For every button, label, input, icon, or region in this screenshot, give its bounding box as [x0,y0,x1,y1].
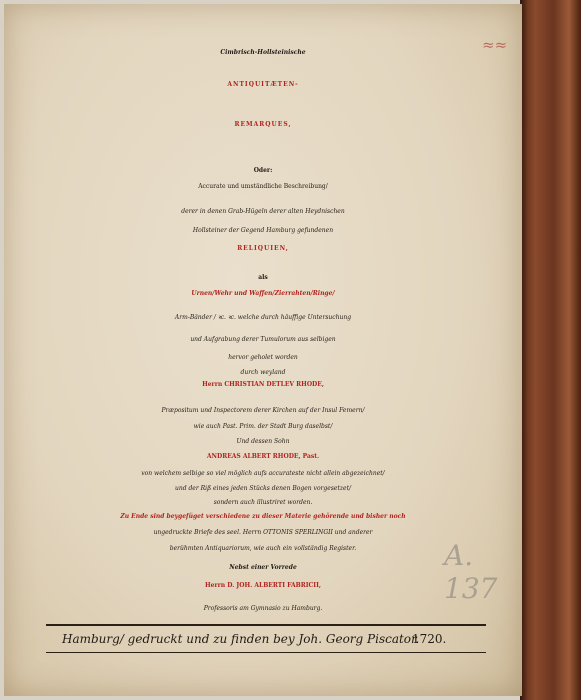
title-line-7: Hollsteiner der Gegend Hamburg gefundenen [192,227,334,234]
title-line-5: Accurate und umständliche Beschreibung/ [198,183,328,190]
title-line-13: hervor geholet worden [228,354,298,361]
title-line-8: RELIQUIEN, [237,245,289,252]
title-line-20: von welchem selbige so viel möglich aufs accurateste nicht allein abgezeichnet/ [141,470,385,477]
title-line-6: derer in denen Grab-Hügeln derer alten Heydnischen [181,208,345,215]
title-line-25: berühmten Antiquariorum, wie auch ein vollständig Register. [169,545,357,552]
title-line-21: und der Riß eines jeden Stücks denen Bogen vorgesetzet/ [174,485,352,492]
title-line-16: Præpositum und Inspectorem derer Kirchen auf der Insul Femern/ [161,407,365,414]
title-line-2: ANTIQUITÆTEN- [227,81,299,88]
title-line-19: ANDREAS ALBERT RHODE, Past. [206,453,320,460]
imprint-rule-top [46,624,486,626]
imprint-year: 1720. [412,632,447,646]
title-line-11: Arm-Bänder / ꝛc. ꝛc. welche durch häuffige Untersuchung [174,314,352,321]
title-line-23: Zu Ende sind beygefüget verschiedene zu dieser Materie gehörende und bisher noch [120,513,406,520]
title-page [4,4,522,696]
title-line-4: Oder: [253,167,273,174]
imprint-rule-bottom [46,652,486,653]
title-line-9: als [258,274,268,281]
title-line-28: Professoris am Gymnasio zu Hamburg. [203,605,323,612]
title-line-26: Nebst einer Vorrede [229,564,297,571]
ink-stamp: ≈≈ [482,36,508,54]
title-line-18: Und dessen Sohn [236,438,290,445]
title-line-24: ungedruckte Briefe des seel. Herrn OTTONIS SPERLINGII und anderer [153,529,373,536]
title-line-3: REMARQUES, [234,121,292,128]
title-line-1: Cimbrisch-Hollsteinische [220,49,306,56]
title-line-10: Urnen/Wehr und Waffen/Zierrahten/Ringe/ [191,290,335,297]
title-line-14: durch weyland [240,369,286,376]
title-line-12: und Aufgrabung derer Tumulorum aus selbigen [190,336,336,343]
book-board [520,0,581,700]
title-line-17: wie auch Past. Prim. der Stadt Burg daselbst/ [193,423,333,430]
pencil-shelfmark: A. 137 [444,539,498,605]
title-line-15: Herrn CHRISTIAN DETLEV RHODE, [202,381,324,388]
title-line-22: sondern auch illustriret worden. [213,499,313,506]
title-line-27: Herrn D. JOH. ALBERTI FABRICII, [204,582,321,589]
imprint-text: Hamburg/ gedruckt und zu finden bey Joh. Georg Piscator. [62,632,420,646]
